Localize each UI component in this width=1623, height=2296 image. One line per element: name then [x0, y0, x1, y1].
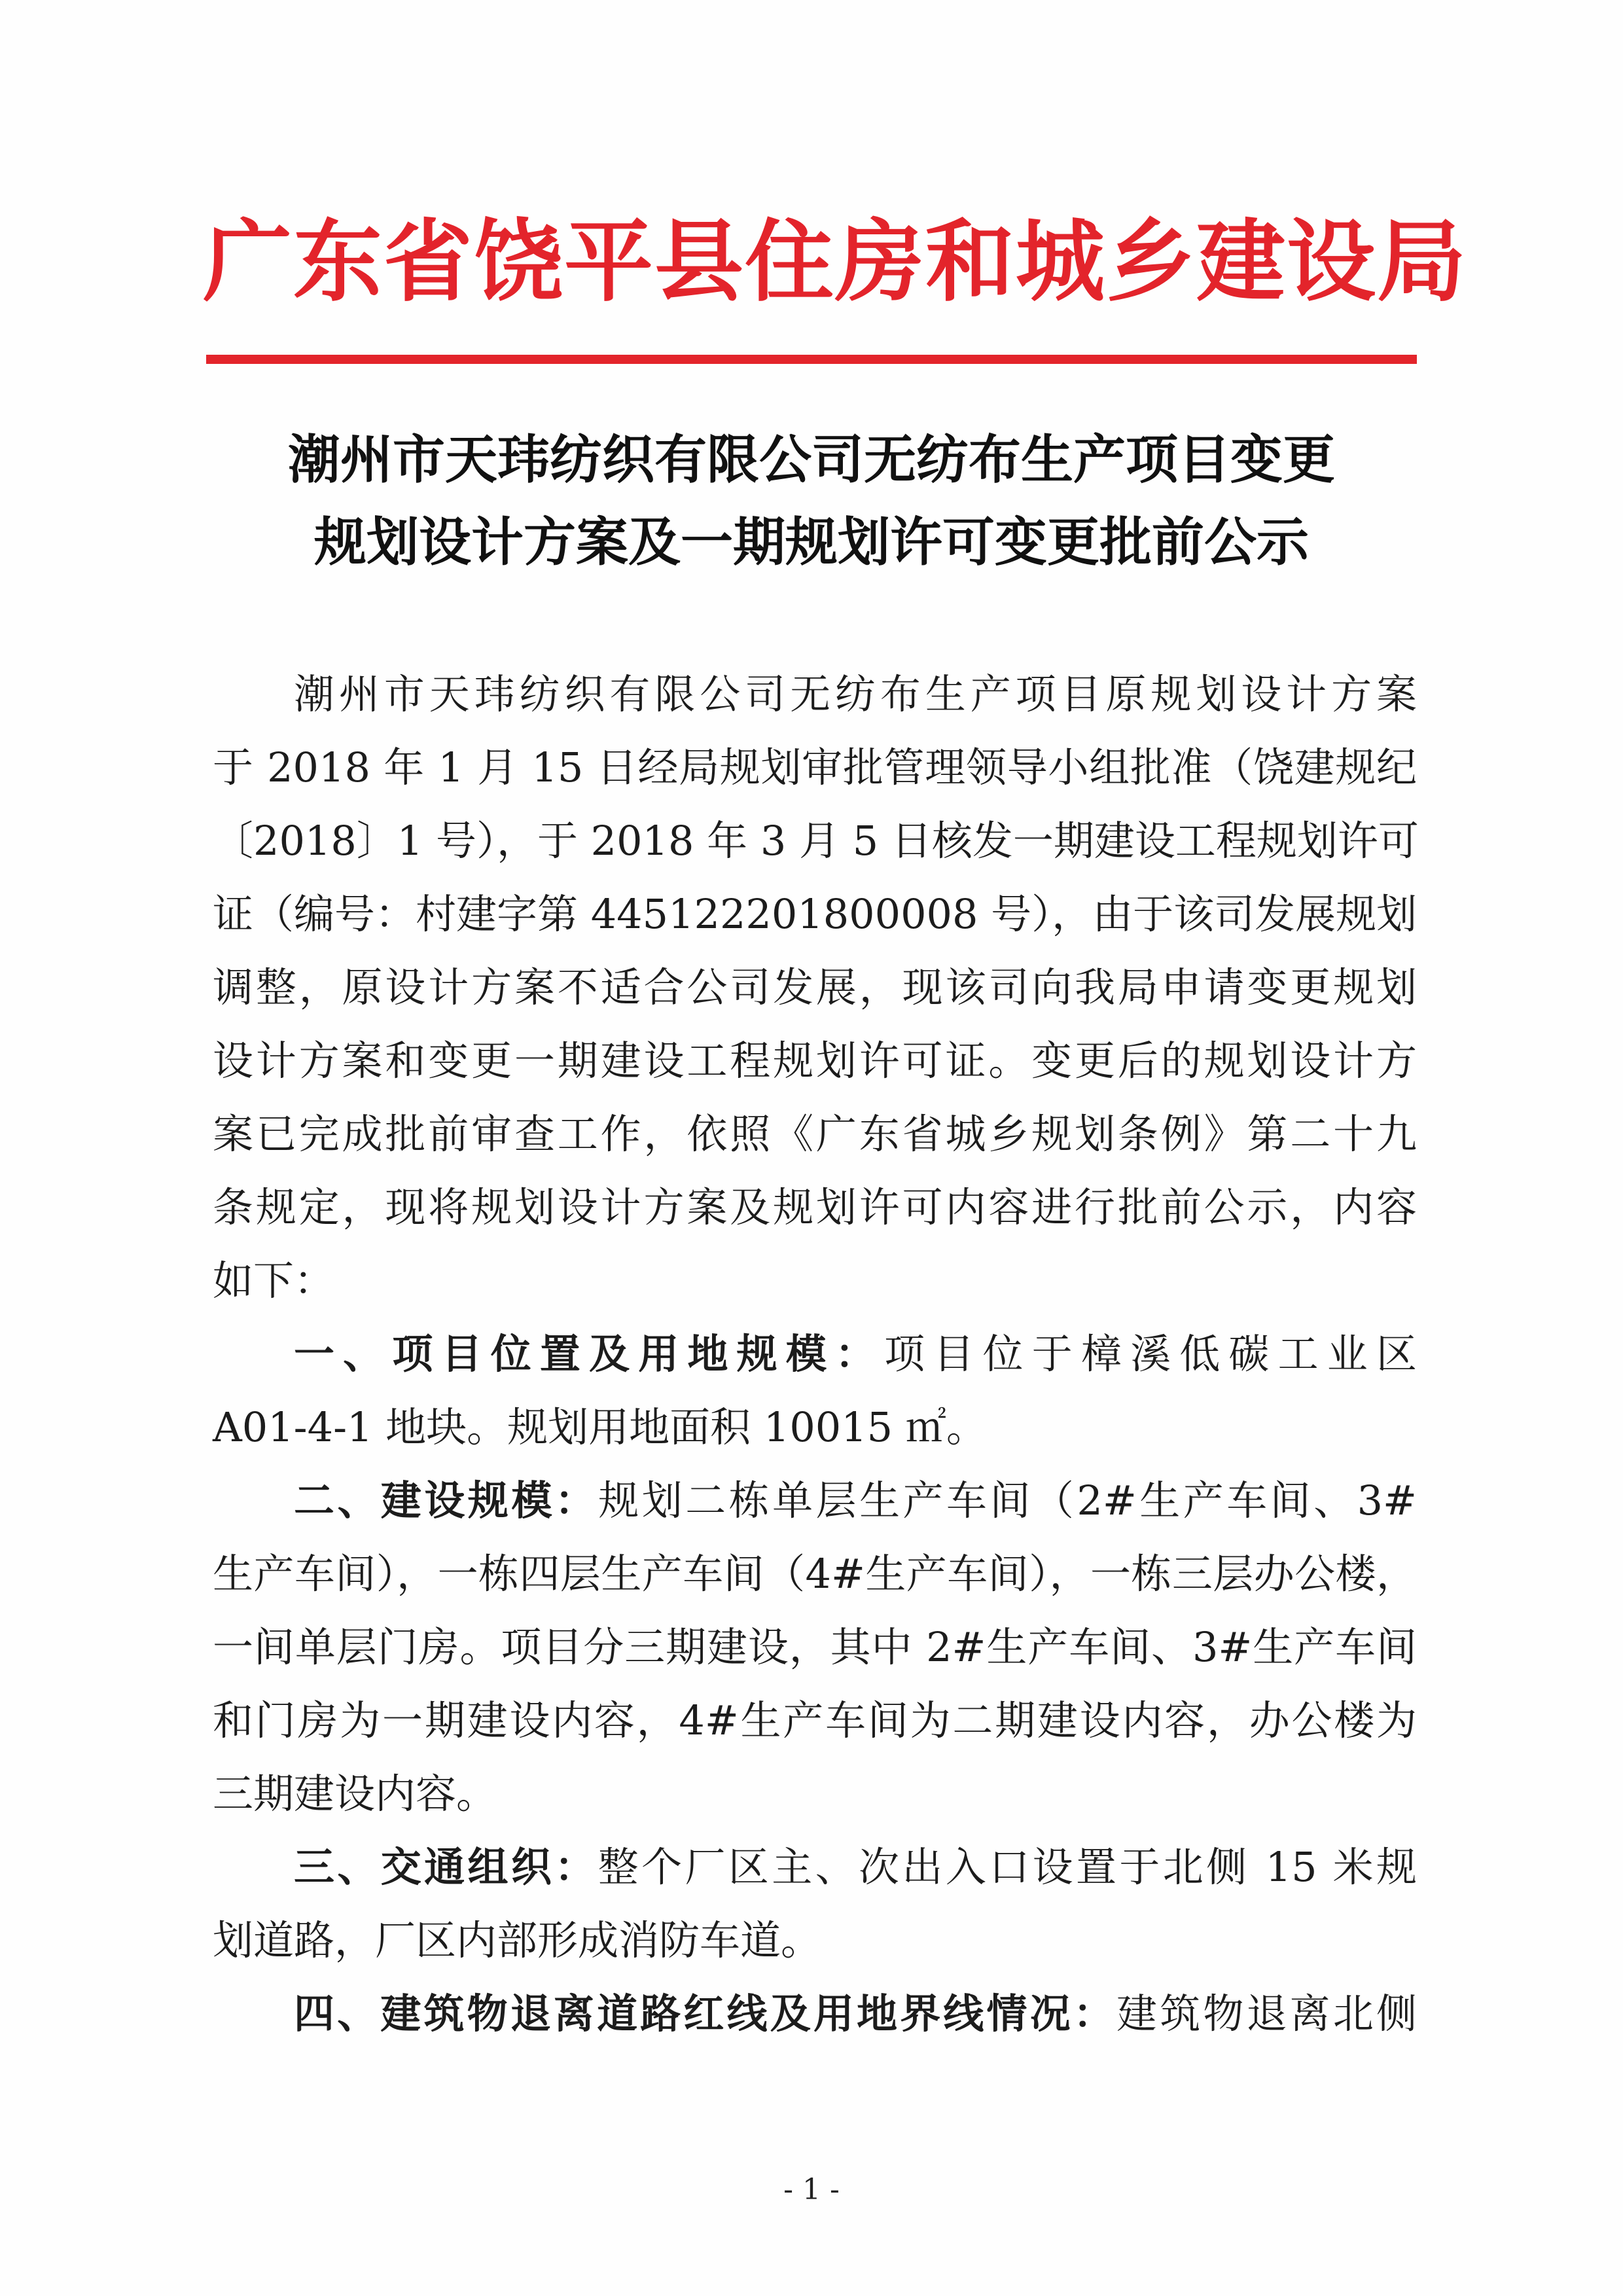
section-2-line: 一间单层门房。项目分三期建设，其中 2#生产车间、3#生产车间	[213, 1623, 1417, 1671]
document-title-line-1: 潮州市天玮纺织有限公司无纺布生产项目变更	[288, 429, 1335, 490]
section-3-heading: 三、交通组织：	[294, 1843, 598, 1891]
page-number: - 1 -	[783, 2173, 840, 2206]
section-2-line: 生产车间），一栋四层生产车间（4#生产车间），一栋三层办公楼，	[213, 1550, 1417, 1598]
section-1-first-line	[213, 1318, 1417, 1391]
intro-line: 于 2018 年 1 月 15 日经局规划审批管理领导小组批准（饶建规纪	[213, 744, 1417, 791]
letterhead-red-rule	[206, 355, 1417, 364]
intro-line: 条规定，现将规划设计方案及规划许可内容进行批前公示，内容	[213, 1183, 1417, 1231]
document-body	[213, 658, 1417, 2051]
section-1-line: A01-4-1 地块。规划用地面积 10015 ㎡。	[213, 1403, 987, 1451]
document-title-line-2: 规划设计方案及一期规划许可变更批前公示	[314, 512, 1309, 573]
intro-line: 〔2018〕1 号），于 2018 年 3 月 5 日核发一期建设工程规划许可	[213, 817, 1419, 865]
section-3-line: 划道路，厂区内部形成消防车道。	[213, 1916, 822, 1964]
section-3-text: 整个厂区主、次出入口设置于北侧 15 米规	[597, 1843, 1417, 1891]
section-2-text: 规划二栋单层生产车间（2#生产车间、3#	[598, 1477, 1417, 1524]
document-title	[196, 419, 1427, 584]
section-2-heading: 二、建设规模：	[294, 1477, 599, 1524]
intro-line: 设计方案和变更一期建设工程规划许可证。变更后的规划设计方	[213, 1037, 1417, 1085]
section-2-first-line	[213, 1464, 1417, 1537]
intro-line: 案已完成批前审查工作，依照《广东省城乡规划条例》第二十九	[213, 1110, 1417, 1158]
section-4-first-line	[213, 1977, 1417, 2051]
intro-line: 潮州市天玮纺织有限公司无纺布生产项目原规划设计方案	[294, 670, 1417, 718]
section-2-line: 三期建设内容。	[213, 1770, 497, 1818]
section-2-line: 和门房为一期建设内容，4#生产车间为二期建设内容，办公楼为	[213, 1696, 1417, 1744]
section-3-first-line	[213, 1831, 1417, 1904]
letterhead-org-name: 广东省饶平县住房和城乡建设局	[203, 209, 1467, 314]
section-4-text: 建筑物退离北侧	[1116, 1990, 1417, 2037]
section-1-text: 项目位于樟溪低碳工业区	[884, 1330, 1417, 1378]
intro-line: 证（编号：村建字第 445122201800008 号），由于该司发展规划	[213, 890, 1418, 938]
section-1-heading: 一、项目位置及用地规模：	[294, 1330, 885, 1378]
intro-line: 调整，原设计方案不适合公司发展，现该司向我局申请变更规划	[213, 963, 1417, 1011]
intro-line: 如下：	[213, 1257, 335, 1304]
section-4-heading: 四、建筑物退离道路红线及用地界线情况：	[294, 1990, 1117, 2037]
